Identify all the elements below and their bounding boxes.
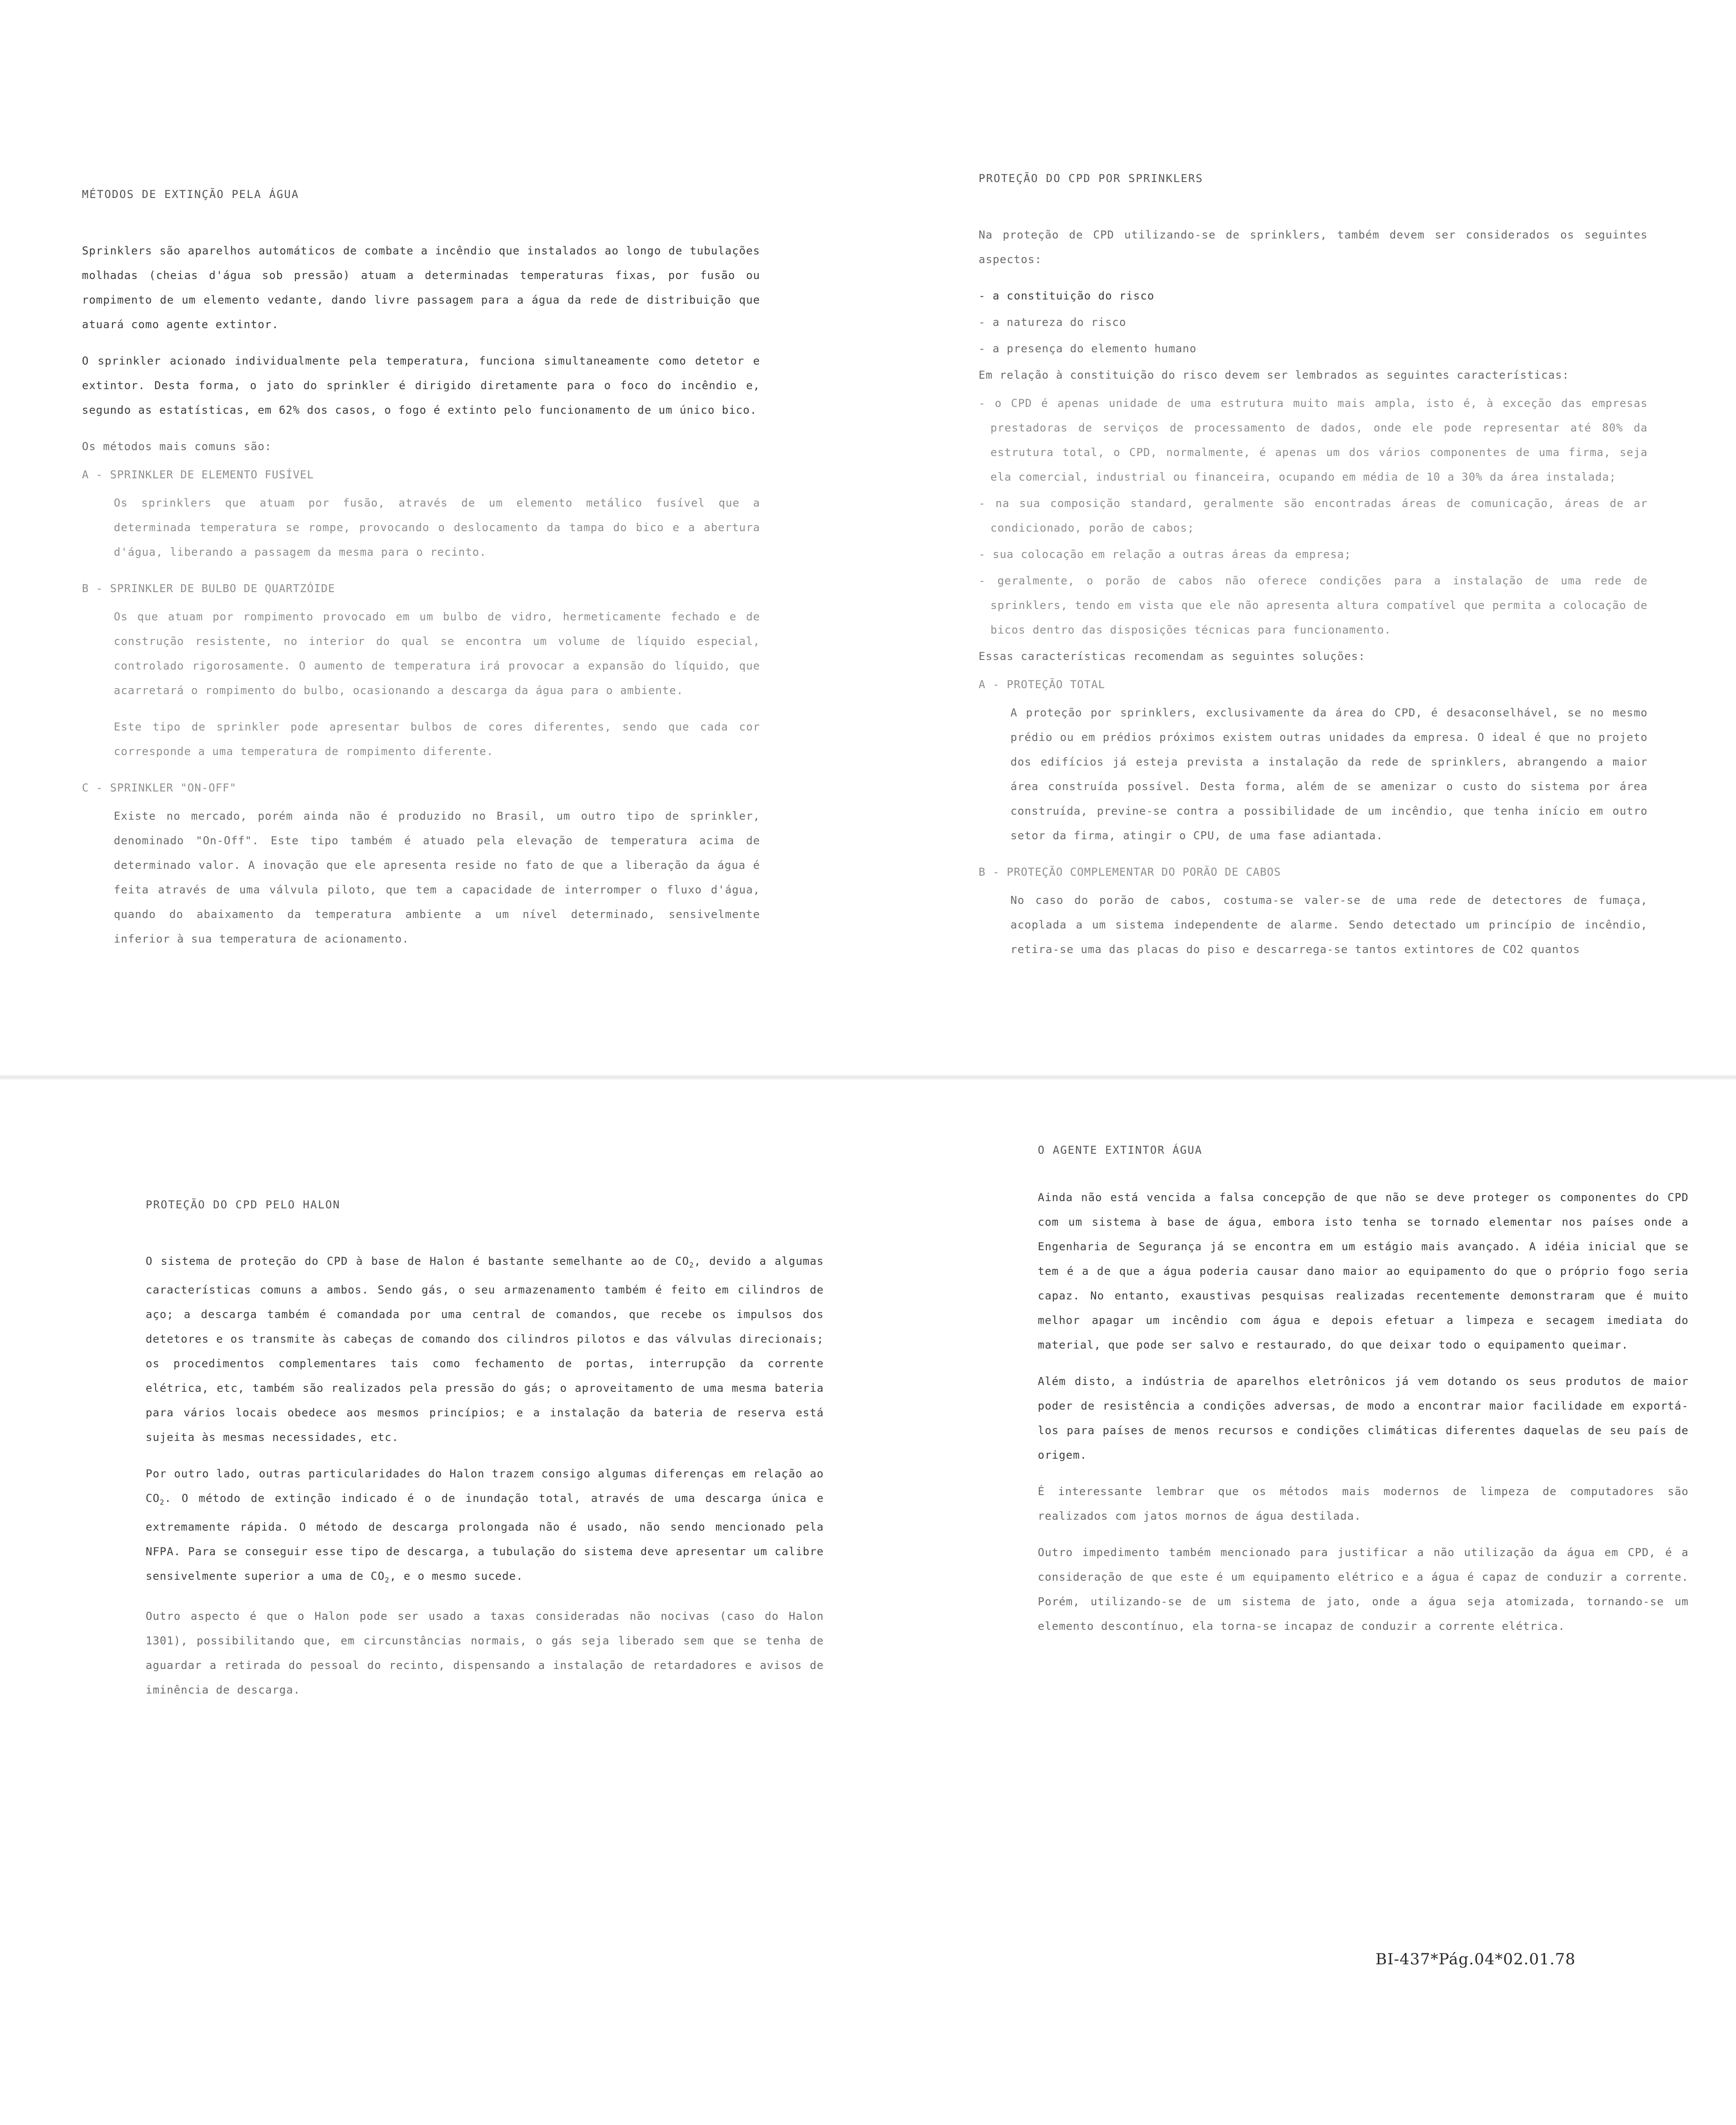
subheading: B - SPRINKLER DE BULBO DE QUARTZÓIDE <box>82 582 335 595</box>
section-title: O AGENTE EXTINTOR ÁGUA <box>1038 1144 1203 1156</box>
paragraph: No caso do porão de cabos, costuma-se valer-se de uma rede de detectores de fumaça, acoplada a um sistema independente de alarme. Sendo detectado um princípio de incêndio, retira-se uma das placas do piso e descarrega-se tantos extintores de CO2 quantos <box>1010 894 1648 956</box>
paragraph: A proteção por sprinklers, exclusivamente da área do CPD, é desaconselhável, se no mesmo prédio ou em prédios próximos existem outras unidades da empresa. O ideal é que no projeto dos edifícios já esteja prevista a instalação da rede de sprinklers, abrangendo a maior área construída possível. Desta forma, além de se amenizar o custo do sistema por área construída, previne-se contra a possibilidade de um incêndio, que tenha início em outro setor da firma, atingir o CPU, de uma fase adiantada. <box>1010 706 1648 842</box>
paragraph: Em relação à constituição do risco devem ser lembrados as seguintes características: <box>979 369 1569 381</box>
subheading: A - SPRINKLER DE ELEMENTO FUSÍVEL <box>82 468 314 481</box>
list-item: - sua colocação em relação a outras áreas da empresa; <box>979 548 1351 561</box>
paragraph: Além disto, a indústria de aparelhos eletrônicos já vem dotando os seus produtos de maior poder de resistência a condições adversas, de modo a encontrar maior facilidade em exportá-los para países de menos recursos e condições climáticas diferentes daquelas de seu país de origem. <box>1038 1375 1689 1461</box>
fold-line <box>0 1075 1736 1080</box>
section-metodos-extincao <box>82 182 760 963</box>
subheading: A - PROTEÇÃO TOTAL <box>979 678 1106 691</box>
paragraph: Os que atuam por rompimento provocado em um bulbo de vidro, hermeticamente fechado e de construção resistente, no interior do qual se encontra um volume de líquido especial, controlado rigorosamente. O aumento de temperatura irá provocar a expansão do líquido, que acarretará o rompimento do bulbo, ocasionando a descarga da água para o ambiente. <box>114 610 760 697</box>
paragraph: Outro impedimento também mencionado para justificar a não utilização da água em CPD, é a consideração de que este é um equipamento elétrico e a água é capaz de conduzir a corrente. Porém, utilizando-se de um sistema de jato, onde a água seja atomizada, tornando-se um elemento descontínuo, ela torna-se incapaz de conduzir a corrente elétrica. <box>1038 1546 1689 1633</box>
section-protecao-halon <box>146 1192 824 1714</box>
section-agente-agua <box>1038 1138 1689 1650</box>
paragraph: Os métodos mais comuns são: <box>82 440 272 453</box>
list-item: - a constituição do risco <box>979 289 1155 302</box>
paragraph: É interessante lembrar que os métodos mais modernos de limpeza de computadores são realizados com jatos mornos de água destilada. <box>1038 1485 1689 1522</box>
section-title: PROTEÇÃO DO CPD PELO HALON <box>146 1198 340 1211</box>
paragraph: Na proteção de CPD utilizando-se de sprinklers, também devem ser considerados os seguintes aspectos: <box>979 228 1648 266</box>
list-item: - a natureza do risco <box>979 316 1127 329</box>
paragraph: Existe no mercado, porém ainda não é produzido no Brasil, um outro tipo de sprinkler, denominado "On-Off". Este tipo também é atuado pela elevação de temperatura acima de determinado valor. A inovação que ele apresenta reside no fato de que a liberação da água é feita através de uma válvula piloto, que tem a capacidade de interromper o fluxo d'água, quando do abaixamento da temperatura ambiente a um nível determinado, sensivelmente inferior à sua temperatura de acionamento. <box>114 810 760 945</box>
list-item: - na sua composição standard, geralmente são encontradas áreas de comunicação, áreas de ar condicionado, porão de cabos; <box>979 497 1648 534</box>
paragraph: O sprinkler acionado individualmente pela temperatura, funciona simultaneamente como detetor e extintor. Desta forma, o jato do sprinkler é dirigido diretamente para o foco do incêndio e, segundo as estatísticas, em 62% dos casos, o fogo é extinto pelo funcionamento de um único bico. <box>82 355 760 416</box>
section-title: MÉTODOS DE EXTINÇÃO PELA ÁGUA <box>82 188 299 201</box>
paragraph: Essas características recomendam as seguintes soluções: <box>979 650 1365 663</box>
list-item: - geralmente, o porão de cabos não oferece condições para a instalação de uma rede de sprinklers, tendo em vista que ele não apresenta altura compatível que permita a colocação de bicos dentro das disposições técnicas para funcionamento. <box>979 574 1648 636</box>
subheading: C - SPRINKLER "ON-OFF" <box>82 781 237 794</box>
paragraph: Por outro lado, outras particularidades do Halon trazem consigo algumas diferenças em relação ao $CO_2$. O método de extinção indicado é o de inundação total, através de uma descarga única e extremamente rápida. O método de descarga prolongada não é usado, não sendo mencionado pela NFPA. Para se conseguir esse tipo de descarga, a tubulação do sistema deve apresentar um calibre sensivelmente superior a uma de $CO_2$, e o mesmo sucede. <box>146 1467 824 1584</box>
section-protecao-sprinklers <box>979 166 1648 974</box>
list-item: - a presença do elemento humano <box>979 342 1197 355</box>
paragraph: Ainda não está vencida a falsa concepção de que não se deve proteger os componentes do CPD com um sistema à base de água, embora isto tenha se tornado elementar nos países onde a Engenharia de Segurança já se encontra em um estágio mais avançado. A idéia inicial que se tem é a de que a água poderia causar dano maior ao equipamento do que o próprio fogo seria capaz. No entanto, exaustivas pesquisas realizadas recentemente demonstraram que é muito melhor apagar um incêndio com água e depois efetuar a limpeza e secagem imediata do material, que pode ser salvo e restaurado, do que deixar todo o equipamento queimar. <box>1038 1191 1689 1351</box>
paragraph: Este tipo de sprinkler pode apresentar bulbos de cores diferentes, sendo que cada cor corresponde a uma temperatura de rompimento diferente. <box>114 720 760 758</box>
page-stamp: BI-437*Pág.04*02.01.78 <box>1376 1950 1576 1968</box>
section-title: PROTEÇÃO DO CPD POR SPRINKLERS <box>979 172 1203 185</box>
list-item: - o CPD é apenas unidade de uma estrutura muito mais ampla, isto é, à exceção das empresas prestadoras de serviços de processamento de dados, onde ele pode representar até 80% da estrutura total, o CPD, normalmente, é apenas um dos vários componentes de uma firma, seja ela comercial, industrial ou financeira, ocupando em média de 10 a 30% da área instalada; <box>979 397 1648 483</box>
paragraph: Sprinklers são aparelhos automáticos de combate a incêndio que instalados ao longo de tubulações molhadas (cheias d'água sob pressão) atuam a determinadas temperaturas fixas, por fusão ou rompimento de um elemento vedante, dando livre passagem para a água da rede de distribuição que atuará como agente extintor. <box>82 244 760 331</box>
paragraph: Os sprinklers que atuam por fusão, através de um elemento metálico fusível que a determinada temperatura se rompe, provocando o deslocamento da tampa do bico e a abertura d'água, liberando a passagem da mesma para o recinto. <box>114 497 760 558</box>
paragraph: O sistema de proteção do CPD à base de Halon é bastante semelhante ao de $CO_2$, devido a algumas características comuns a ambos. Sendo gás, o seu armazenamento também é feito em cilindros de aço; a descarga também é comandada por uma central de comandos, que recebe os impulsos dos detetores e os transmite às cabeças de comando dos cilindros pilotos e das válvulas direcionais; os procedimentos complementares tais como fechamento de portas, interrupção da corrente elétrica, etc, também são realizados pela pressão do gás; o aproveitamento de uma mesma bateria para vários locais obedece aos mesmos princípios; e a instalação da bateria de reserva está sujeita às mesmas necessidades, etc. <box>146 1255 824 1444</box>
subheading: B - PROTEÇÃO COMPLEMENTAR DO PORÃO DE CABOS <box>979 866 1281 878</box>
paragraph: Outro aspecto é que o Halon pode ser usado a taxas consideradas não nocivas (caso do Halon 1301), possibilitando que, em circunstâncias normais, o gás seja liberado sem que se tenha de aguardar a retirada do pessoal do recinto, dispensando a instalação de retardadores e avisos de iminência de descarga. <box>146 1610 824 1697</box>
